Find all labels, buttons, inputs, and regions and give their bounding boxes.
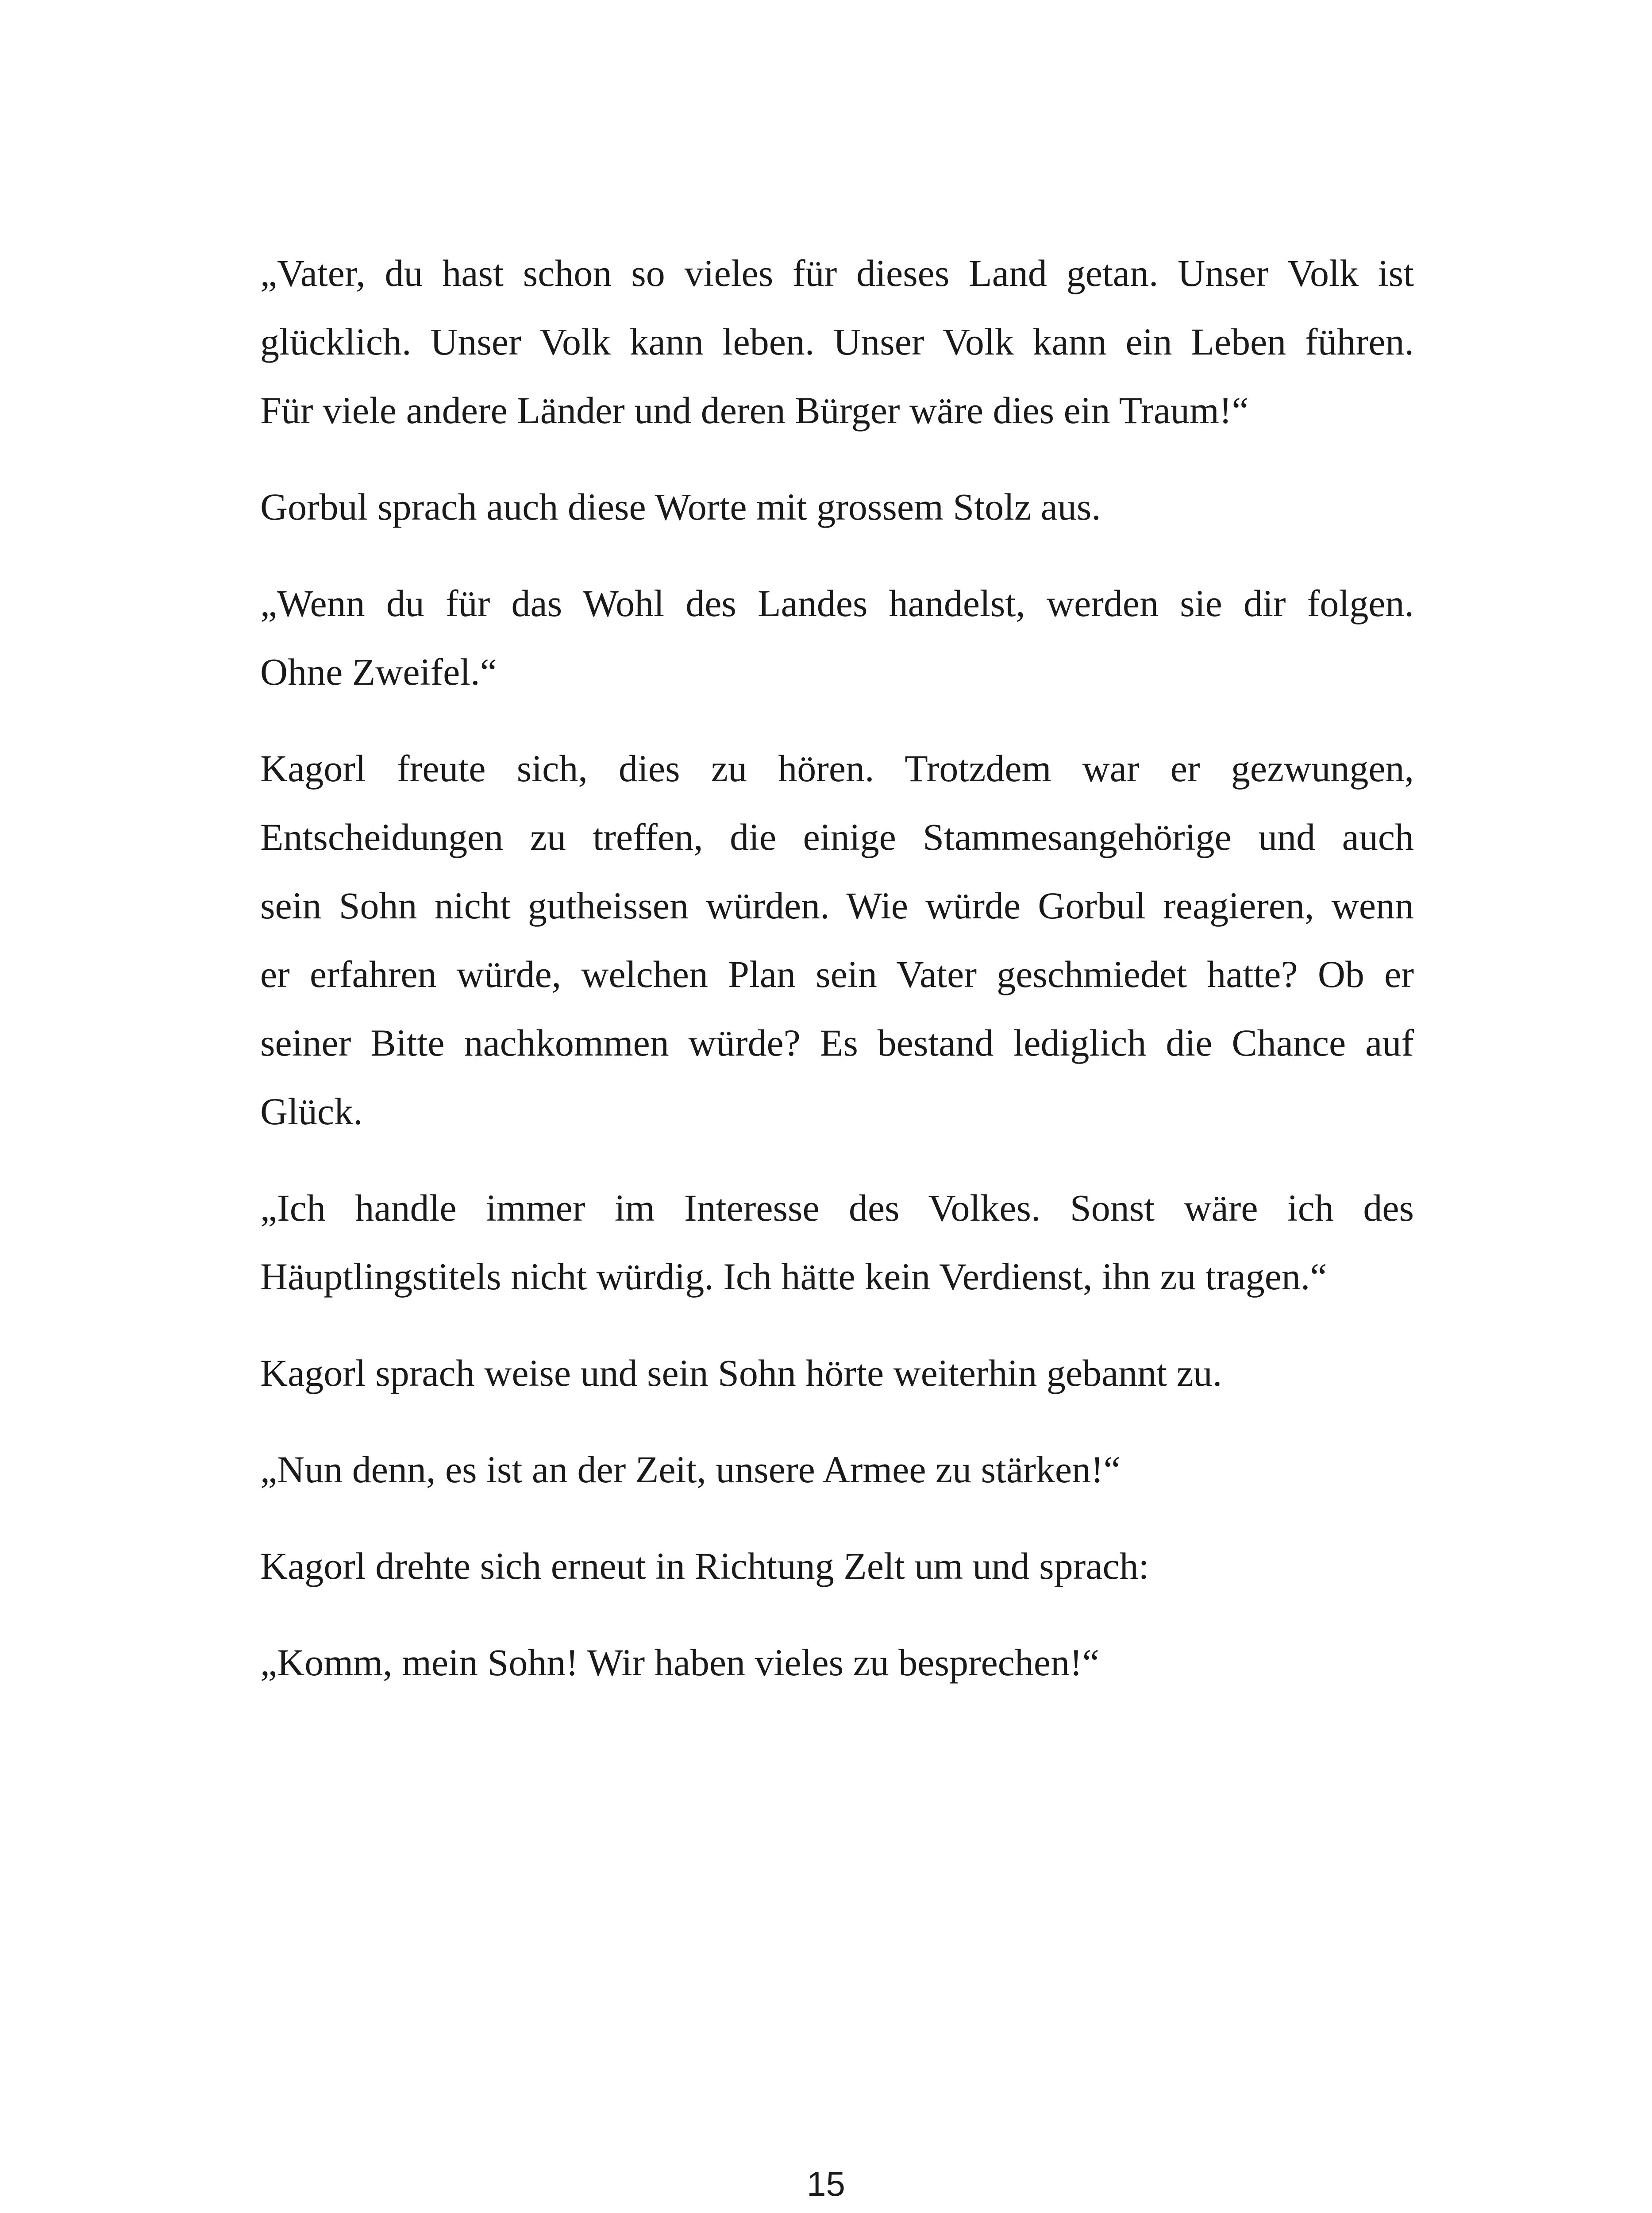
paragraph bbox=[260, 1435, 1414, 1504]
text-line: Häuptlingstitels nicht würdig. Ich hätte kein Verdienst, ihn zu tragen.“ bbox=[260, 1255, 1327, 1298]
text-line: Kagorl sprach weise und sein Sohn hörte weiterhin gebannt zu. bbox=[260, 1352, 1222, 1394]
text-line: Glück. bbox=[260, 1090, 363, 1133]
text-line: „Komm, mein Sohn! Wir haben vieles zu besprechen!“ bbox=[260, 1641, 1099, 1684]
text-line: sein Sohn nicht gutheissen würden. Wie würde Gorbul reagieren, wenn bbox=[260, 884, 1414, 927]
text-line: „Wenn du für das Wohl des Landes handelst, werden sie dir folgen. bbox=[260, 582, 1414, 625]
text-line: Entscheidungen zu treffen, die einige Stammesangehörige und auch bbox=[260, 816, 1414, 858]
paragraph bbox=[260, 1174, 1414, 1311]
paragraph bbox=[260, 1532, 1414, 1600]
text-line: glücklich. Unser Volk kann leben. Unser Volk kann ein Leben führen. bbox=[260, 320, 1414, 363]
page-number: 15 bbox=[807, 2164, 845, 2203]
text-line: „Vater, du hast schon so vieles für dieses Land getan. Unser Volk ist bbox=[260, 252, 1414, 294]
paragraph bbox=[260, 239, 1414, 445]
paragraph bbox=[260, 734, 1414, 1146]
paragraph bbox=[260, 569, 1414, 706]
text-line: Ohne Zweifel.“ bbox=[260, 651, 497, 693]
text-line: Für viele andere Länder und deren Bürger wäre dies ein Traum!“ bbox=[260, 389, 1249, 432]
text-line: Gorbul sprach auch diese Worte mit grossem Stolz aus. bbox=[260, 486, 1101, 528]
text-line: seiner Bitte nachkommen würde? Es bestand lediglich die Chance auf bbox=[260, 1022, 1414, 1064]
text-line: Kagorl drehte sich erneut in Richtung Zelt um und sprach: bbox=[260, 1545, 1149, 1587]
paragraph bbox=[260, 1339, 1414, 1407]
text-line: „Ich handle immer im Interesse des Volkes. Sonst wäre ich des bbox=[260, 1187, 1414, 1229]
text-line: Kagorl freute sich, dies zu hören. Trotzdem war er gezwungen, bbox=[260, 747, 1414, 790]
paragraph bbox=[260, 1628, 1414, 1697]
text-line: „Nun denn, es ist an der Zeit, unsere Armee zu stärken!“ bbox=[260, 1448, 1121, 1491]
page-body bbox=[260, 239, 1414, 1697]
paragraph bbox=[260, 473, 1414, 541]
text-line: er erfahren würde, welchen Plan sein Vater geschmiedet hatte? Ob er bbox=[260, 953, 1414, 995]
